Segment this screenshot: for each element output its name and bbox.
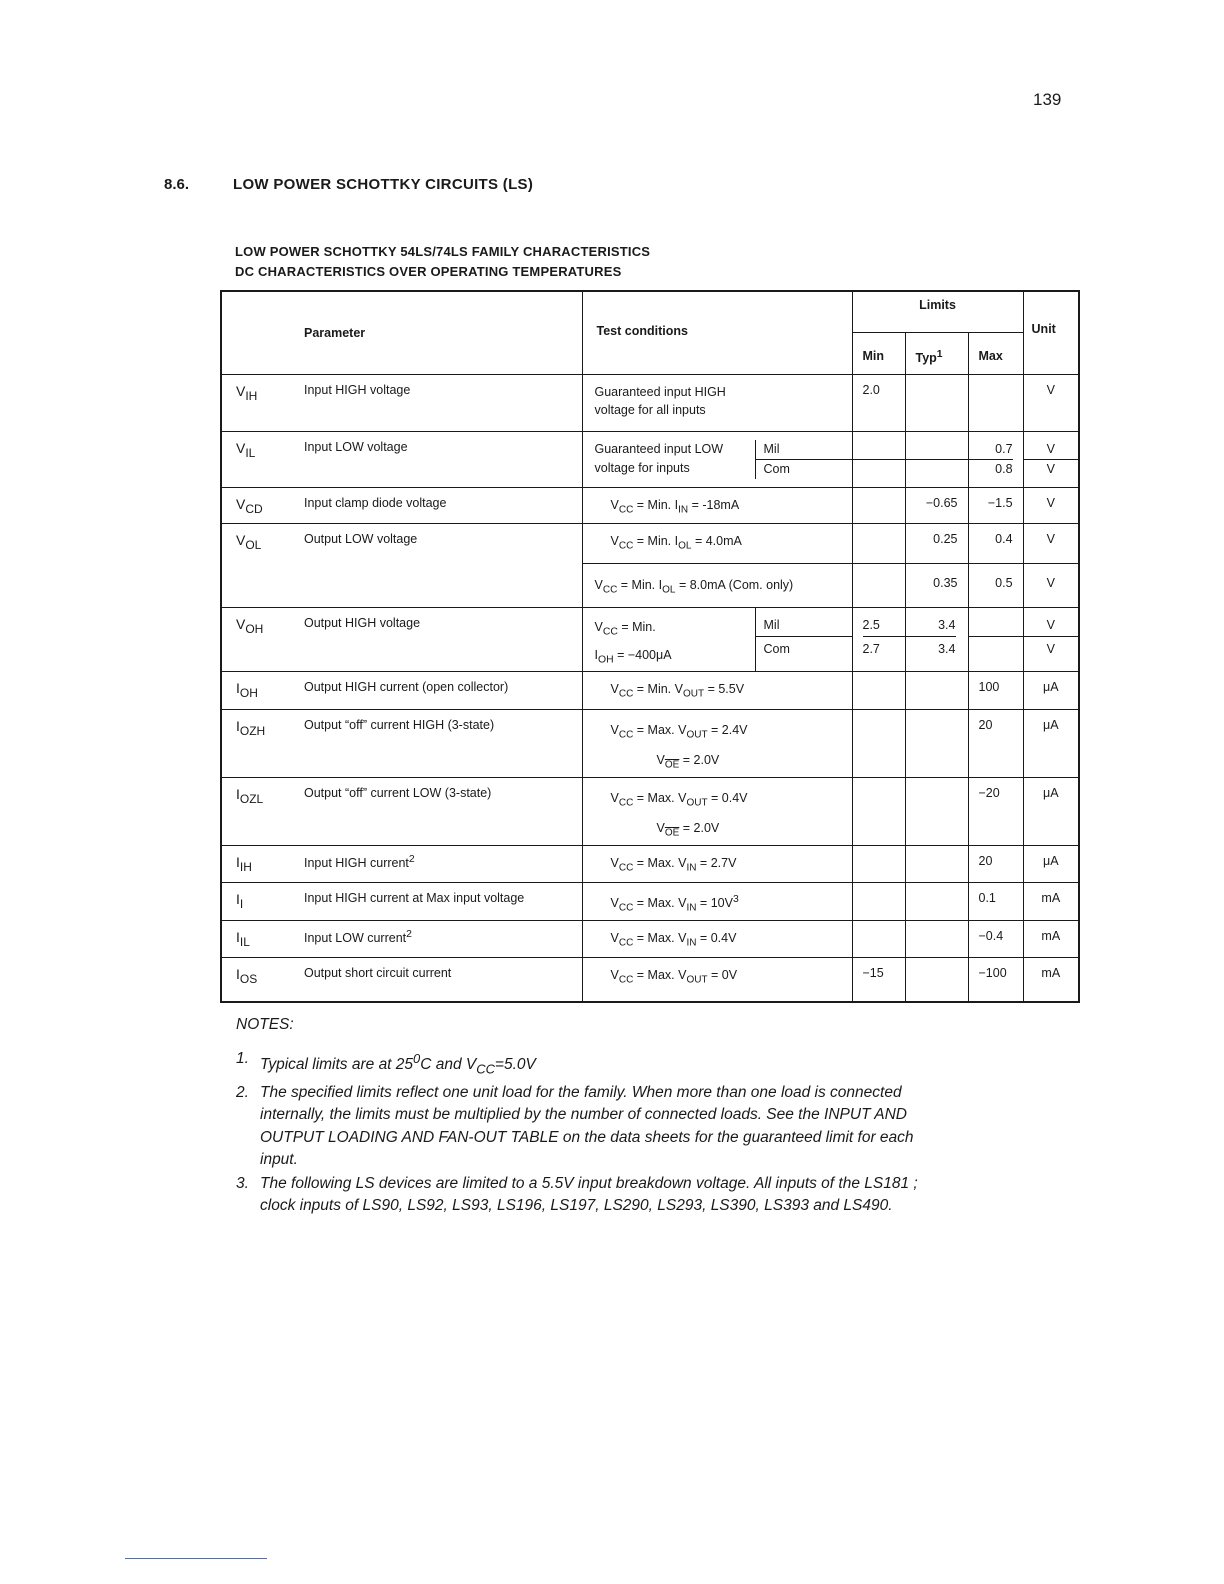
max-cell: 0.7 0.8 (968, 432, 1023, 488)
table-row (221, 778, 1079, 846)
section-number: 8.6. (164, 176, 190, 193)
param-cell: $I_{IH}$ Input HIGH current$^2$ (221, 846, 582, 883)
table-row (221, 488, 1079, 524)
table-row (221, 710, 1079, 778)
note-2: 2. The specified limits reflect one unit load for the family. When more than one load is connected internally, the limits must be multiplied by the number of connected loads. See the INPUT AND OUTPUT LOADING AND FAN-OUT TABLE on the data sheets for the guaranteed limit for each input. (236, 1083, 914, 1169)
condition-cell: $V_{CC}$ = Max. $V_{IN} = 2.7V$ (582, 846, 852, 883)
condition-cell: $V_{CC}$ = Max. $V_{OUT} = 0V$ (582, 958, 852, 1002)
unit-cell: mA (1023, 883, 1079, 921)
max-cell: 0.1 (968, 883, 1023, 921)
header-parameter: Parameter (221, 291, 582, 375)
param-cell: $V_{OL}$ Output LOW voltage (221, 524, 582, 608)
max-cell: −1.5 (968, 488, 1023, 524)
condition-cell: Guaranteed input HIGH voltage for all inputs (582, 375, 852, 432)
section-title: LOW POWER SCHOTTKY CIRCUITS (LS) (233, 176, 534, 193)
min-cell (852, 564, 905, 608)
condition-cell: $V_{CC}$ = Min. $I_{OL} = 4.0mA$ (582, 524, 852, 564)
min-cell (852, 778, 905, 846)
typ-cell (905, 958, 968, 1002)
param-cell: $I_I$ Input HIGH current at Max input voltage (221, 883, 582, 921)
unit-cell: V V (1023, 608, 1079, 672)
footer-rule (125, 1558, 267, 1559)
typ-cell (905, 921, 968, 958)
condition-cell: $V_{CC}$ = Max. $V_{OUT} = 0.4V$ $V_{\overline{OE}} = 2.0V$ (582, 778, 852, 846)
header-limits: Limits (852, 291, 1023, 333)
notes-section (236, 1016, 940, 1219)
max-cell: 0.4 (968, 524, 1023, 564)
condition-cell: $V_{CC}$ = Max. $V_{IN} = 0.4V$ (582, 921, 852, 958)
unit-cell: μA (1023, 710, 1079, 778)
unit-cell: mA (1023, 958, 1079, 1002)
max-cell (968, 608, 1023, 672)
min-cell (852, 846, 905, 883)
header-max: Max (968, 333, 1023, 375)
param-cell: $I_{OH}$ Output HIGH current (open collector) (221, 672, 582, 710)
min-cell (852, 883, 905, 921)
table-title (235, 242, 650, 282)
notes-title: NOTES: (236, 1016, 294, 1033)
min-cell: 2.0 (852, 375, 905, 432)
unit-cell: μA (1023, 672, 1079, 710)
max-cell: −20 (968, 778, 1023, 846)
unit-cell: mA (1023, 921, 1079, 958)
max-cell: 20 (968, 710, 1023, 778)
min-cell (852, 710, 905, 778)
param-cell: $I_{OS}$ Output short circuit current (221, 958, 582, 1002)
condition-cell: $V_{CC}$ = Min. $I_{IN} = -18mA$ (582, 488, 852, 524)
min-cell: −15 (852, 958, 905, 1002)
header-row (221, 291, 1079, 333)
typ-cell: −0.65 (905, 488, 968, 524)
unit-cell: V (1023, 524, 1079, 564)
typ-cell (905, 883, 968, 921)
param-cell: $I_{OZL}$ Output “off” current LOW (3-state) (221, 778, 582, 846)
max-cell: 0.5 (968, 564, 1023, 608)
typ-cell: 0.25 (905, 524, 968, 564)
condition-cell: $V_{CC}$ = Min. $I_{OH} = -400\mu A$ Mil Com (582, 608, 852, 672)
header-test-conditions: Test conditions (582, 291, 852, 375)
table-row (221, 672, 1079, 710)
unit-cell: μA (1023, 846, 1079, 883)
typ-cell (905, 375, 968, 432)
max-cell: −0.4 (968, 921, 1023, 958)
min-cell (852, 432, 905, 488)
header-unit: Unit (1023, 291, 1079, 375)
unit-cell: V (1023, 488, 1079, 524)
table-row (221, 883, 1079, 921)
condition-cell: $V_{CC}$ = Max. $V_{OUT} = 2.4V$ $V_{\overline{OE}} = 2.0V$ (582, 710, 852, 778)
max-cell: 100 (968, 672, 1023, 710)
table-row (221, 524, 1079, 564)
min-cell (852, 921, 905, 958)
typ-cell (905, 778, 968, 846)
max-cell: −100 (968, 958, 1023, 1002)
param-cell: $V_{IH}$ Input HIGH voltage (221, 375, 582, 432)
typ-cell: 0.35 (905, 564, 968, 608)
unit-cell: V V (1023, 432, 1079, 488)
table-row (221, 958, 1079, 1002)
typ-cell: 3.4 3.4 (905, 608, 968, 672)
typ-cell (905, 432, 968, 488)
table-row (221, 432, 1079, 488)
header-typ: Typ$^1$ (905, 333, 968, 375)
unit-cell: V (1023, 375, 1079, 432)
page-number: 139 (1033, 90, 1062, 109)
param-cell: $V_{CD}$ Input clamp diode voltage (221, 488, 582, 524)
min-cell: 2.5 2.7 (852, 608, 905, 672)
max-cell (968, 375, 1023, 432)
min-cell (852, 672, 905, 710)
condition-cell: $V_{CC}$ = Min. $V_{OUT} = 5.5V$ (582, 672, 852, 710)
characteristics-table (220, 290, 1080, 1003)
header-min: Min (852, 333, 905, 375)
unit-cell: V (1023, 564, 1079, 608)
table-row (221, 608, 1079, 672)
table-title-line-1: LOW POWER SCHOTTKY 54LS/74LS FAMILY CHARACTERISTICS (235, 244, 651, 259)
max-cell: 20 (968, 846, 1023, 883)
param-cell: $V_{OH}$ Output HIGH voltage (221, 608, 582, 672)
param-cell: $I_{OZH}$ Output “off” current HIGH (3-state) (221, 710, 582, 778)
condition-cell: Guaranteed input LOW voltage for inputs Mil Com (582, 432, 852, 488)
unit-cell: μA (1023, 778, 1079, 846)
param-cell: $V_{IL}$ Input LOW voltage (221, 432, 582, 488)
table-row (221, 921, 1079, 958)
condition-cell: $V_{CC}$ = Max. $V_{IN} = 10V^3$ (582, 883, 852, 921)
param-cell: $I_{IL}$ Input LOW current$^2$ (221, 921, 582, 958)
table-row (221, 375, 1079, 432)
table-title-line-2: DC CHARACTERISTICS OVER OPERATING TEMPERATURES (235, 264, 622, 279)
typ-cell (905, 672, 968, 710)
min-cell (852, 524, 905, 564)
typ-cell (905, 710, 968, 778)
table-row (221, 846, 1079, 883)
typ-cell (905, 846, 968, 883)
note-3: 3. The following LS devices are limited to a 5.5V input breakdown voltage. All inputs of the LS181 ; clock inputs of LS90, LS92, LS93, LS196, LS197, LS290, LS293, LS390, LS393 and LS490. (236, 1174, 918, 1215)
min-cell (852, 488, 905, 524)
condition-cell: $V_{CC}$ = Min. $I_{OL} = 8.0mA$ (Com. only) (582, 564, 852, 608)
note-1: 1. Typical limits are at $25^0C$ and $V_{CC}=5.0V$ (236, 1050, 536, 1077)
